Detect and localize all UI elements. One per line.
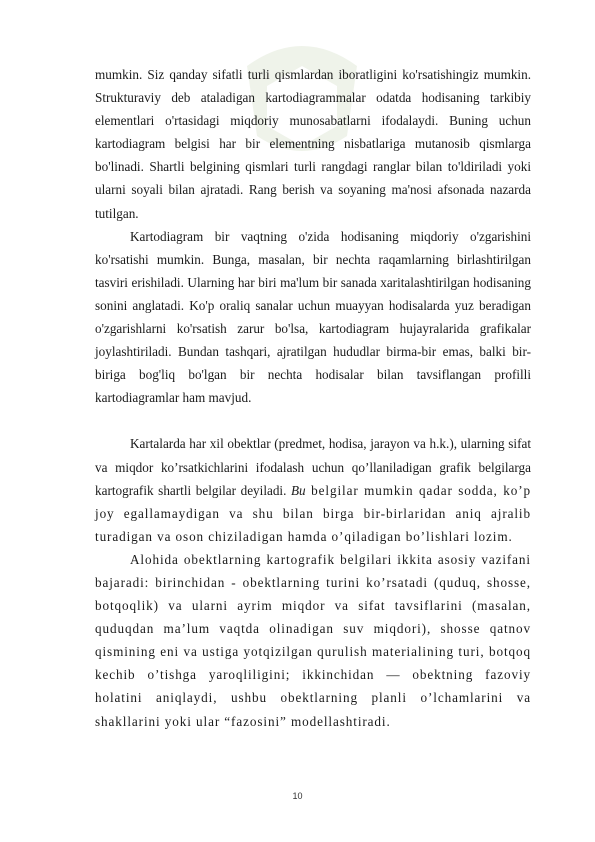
page-number: 10	[292, 791, 303, 801]
document-body	[95, 63, 531, 733]
paragraph-4	[95, 548, 531, 733]
paragraph-2	[95, 225, 531, 410]
paragraph-2-text: Kartodiagram bir vaqtning o'zida hodisaning miqdoriy o'zgarishini ko'rsatishi mumkin. Bunga, masalan, bir nechta raqamlarning birlashtirilgan tasviri erishiladi. Ularning har biri ma'lum bir sanada xaritalashtirilgan hodisaning sonini anglatadi. Ko'p oraliq sanalar uchun muayyan hodisalarda yuz beradigan o'zgarishlarni ko'rsatish zarur bo'lsa, kartodiagram hujayralarida grafikalar joylashtiriladi. Bundan tashqari, ajratilgan hududlar birma-bir emas, balki bir-biriga bog'liq bo'lgan bir nechta hodisalar bilan tavsiflangan profilli kartodiagramlar ham mavjud.	[95, 228, 531, 406]
paragraph-3-text-b: belgilar mumkin qadar sodda, ko’p joy egallamaydigan va shu bilan birga bir-birlaridan aniq ajralib turadigan va oson chiziladigan hamda o’qiladigan bo’lishlari lozim.	[95, 482, 532, 544]
paragraph-3-italic-word: Bu	[291, 482, 306, 498]
paragraph-gap	[95, 409, 531, 432]
paragraph-1	[95, 63, 531, 225]
paragraph-4-text: Alohida obektlarning kartografik belgilari ikkita asosiy vazifani bajaradi: birinchidan - obektlarning turini ko’rsatadi (quduq, shosse, botqoqlik) va ularni ayrim miqdor va sifat tavsiflarini (masalan, quduqdan ma’lum vaqtda olinadigan suv miqdori), shosse qatnov qismining eni va ustiga yotqizilgan qurulish materialining turi, botqoq kechib o’tishga yaroqliligini; ikkinchidan — obektning fazoviy holatini aniqlaydi, ushbu obektlarning planli o’lchamlarini va shakllarini yoki ular “fazosini” modellashtiradi.	[95, 551, 531, 729]
paragraph-3-text-a: Kartalarda har xil obektlar (predmet, hodisa, jarayon va h.k.), ularning sifat va miqdor ko’rsatkichlarini ifodalash uchun qo’llaniladigan grafik belgilarga kartografik shartli belgilar deyiladi.	[95, 436, 531, 498]
paragraph-1-text: mumkin. Siz qanday sifatli turli qismlardan iboratligini ko'rsatishingiz mumkin. Strukturaviy deb ataladigan kartodiagrammalar odatda hodisaning tarkibiy elementlari o'rtasidagi miqdoriy munosabatlarni ifodalaydi. Buning uchun kartodiagram belgisi har bir elementning nisbatlariga mutanosib qismlarga bo'linadi. Shartli belgining qismlari turli rangdagi ranglar bilan to'ldiriladi yoki ularni soyali bilan ajratadi. Rang berish va soyaning ma'nosi afsonada nazarda tutilgan.	[95, 67, 531, 221]
paragraph-3	[95, 432, 531, 547]
